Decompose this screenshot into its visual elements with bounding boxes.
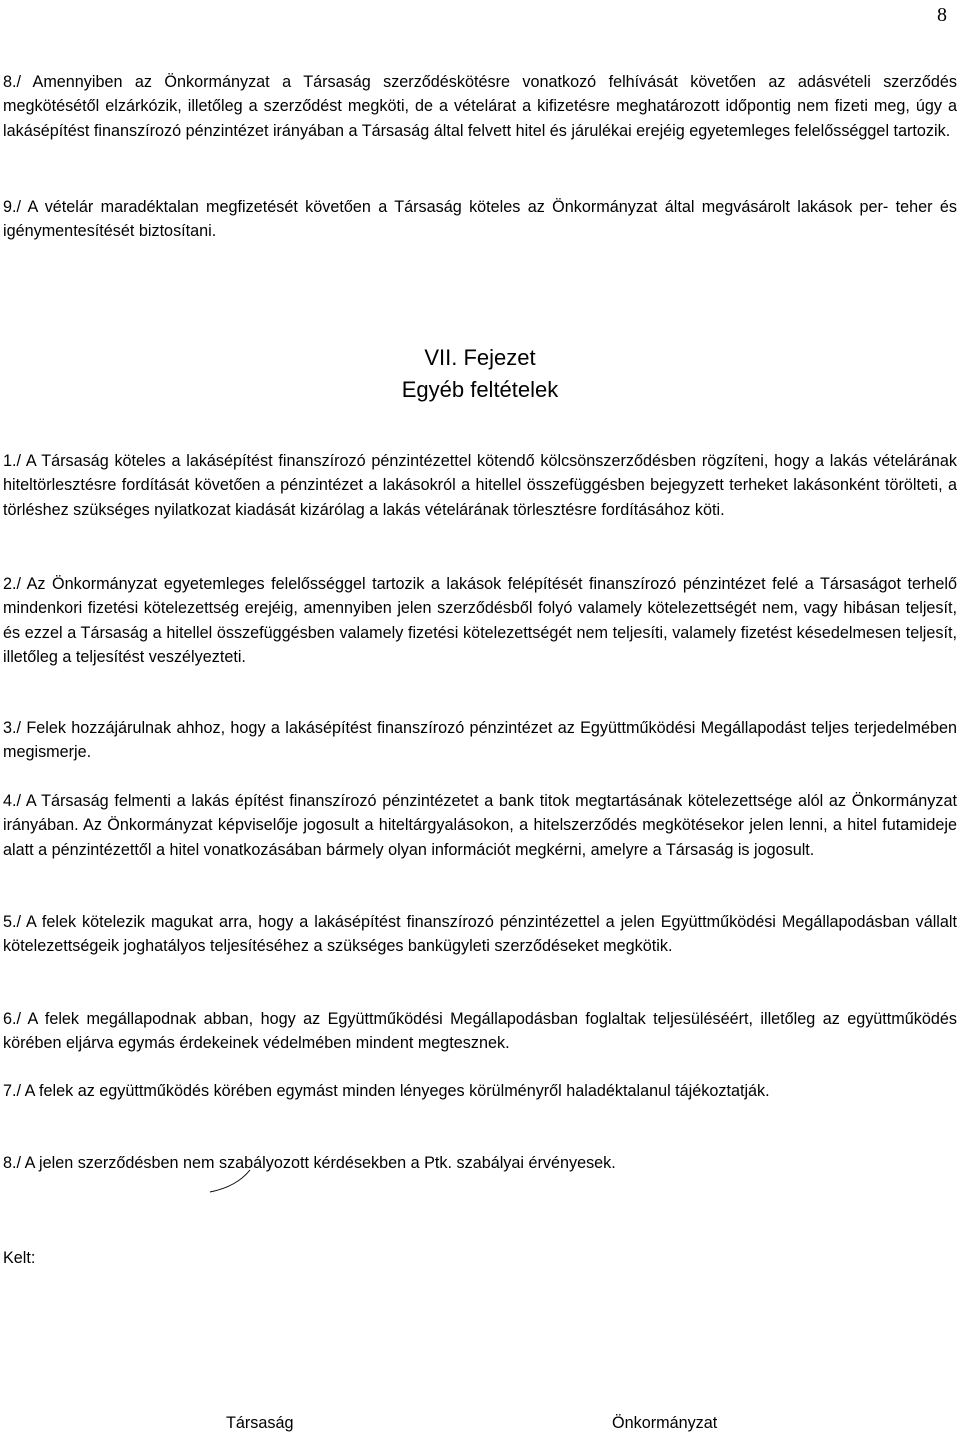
chapter-number: VII. Fejezet: [424, 345, 536, 370]
paragraph-3: 3./ Felek hozzájárulnak ahhoz, hogy a lakásépítést finanszírozó pénzintézet az Együttműködési Megállapodást teljes terjedelmében megismerje.: [3, 719, 957, 762]
signature-label-onkormanyzat: Önkormányzat: [612, 1414, 718, 1432]
chapter-heading: [0, 342, 960, 406]
paragraph-8: 8./ A jelen szerződésben nem szabályozott kérdésekben a Ptk. szabályai érvényesek.: [3, 1154, 616, 1172]
page-number: 8: [937, 4, 947, 26]
paragraph-1: 1./ A Társaság köteles a lakásépítést finanszírozó pénzintézettel kötendő kölcsönszerződésben rögzíteni, hogy a lakás vételárának hiteltörlesztésre fordítását követően a pénzintézet a lakásokról a hitellel összefüggésben bejegyzett terheket lakásonként törölteti, a törléshez szükséges nyilatkozat kiadását kizárólag a lakás vételárának törlesztésre fordításához köti.: [3, 452, 957, 519]
paragraph-8-top: 8./ Amennyiben az Önkormányzat a Társaság szerződéskötésre vonatkozó felhívását követően az adásvételi szerződés megkötésétől elzárkózik, illetőleg a szerződést megköti, de a vételárat a kifizetésre meghatározott időpontig nem fizeti meg, úgy a lakásépítést finanszírozó pénzintézet irányában a Társaság által felvett hitel és járulékai erejéig egyetemleges felelősséggel tartozik.: [3, 73, 957, 140]
signature-label-tarsasag: Társaság: [226, 1414, 294, 1432]
paragraph-2: 2./ Az Önkormányzat egyetemleges felelősséggel tartozik a lakások felépítését finanszírozó pénzintézet felé a Társaságot terhelő mindenkori fizetési kötelezettség erejéig, amennyiben jelen szerződésből folyó valamely kötelezettségét nem, vagy hibásan teljesít, és ezzel a Társaság a hitellel összefüggésben valamely fizetési kötelezettségét nem teljesíti, valamely fizetést késedelmesen teljesít, illetőleg a teljesítést veszélyezteti.: [3, 575, 957, 666]
pen-stroke-mark: [200, 1166, 260, 1196]
paragraph-5: 5./ A felek kötelezik magukat arra, hogy a lakásépítést finanszírozó pénzintézettel a jelen Együttműködési Megállapodásban vállalt kötelezettségeik joghatályos teljesítéséhez a szükséges bankügyleti szerződéseket megkötik.: [3, 913, 957, 956]
paragraph-9-top: 9./ A vételár maradéktalan megfizetését követően a Társaság köteles az Önkormányzat által megvásárolt lakások per- teher és igénymentesítését biztosítani.: [3, 198, 957, 241]
paragraph-7: 7./ A felek az együttműködés körében egymást minden lényeges körülményről haladéktalanul tájékoztatják.: [3, 1082, 770, 1100]
paragraph-6: 6./ A felek megállapodnak abban, hogy az Együttműködési Megállapodásban foglaltak teljesüléséért, illetőleg az együttműködés körében eljárva egymás érdekeinek védelmében mindent megtesznek.: [3, 1010, 957, 1053]
paragraph-4: 4./ A Társaság felmenti a lakás építést finanszírozó pénzintézetet a bank titok megtartásának kötelezettsége alól az Önkormányzat irányában. Az Önkormányzat képviselője jogosult a hiteltárgyalásokon, a hitelszerződés megkötésekor jelen lenni, a hitel futamideje alatt a pénzintézettől a hitel vonatkozásában bármely olyan információt megkérni, amelyre a Társaság is jogosult.: [3, 792, 957, 859]
chapter-title: Egyéb feltételek: [401, 377, 559, 402]
kelt-label: Kelt:: [3, 1249, 36, 1267]
